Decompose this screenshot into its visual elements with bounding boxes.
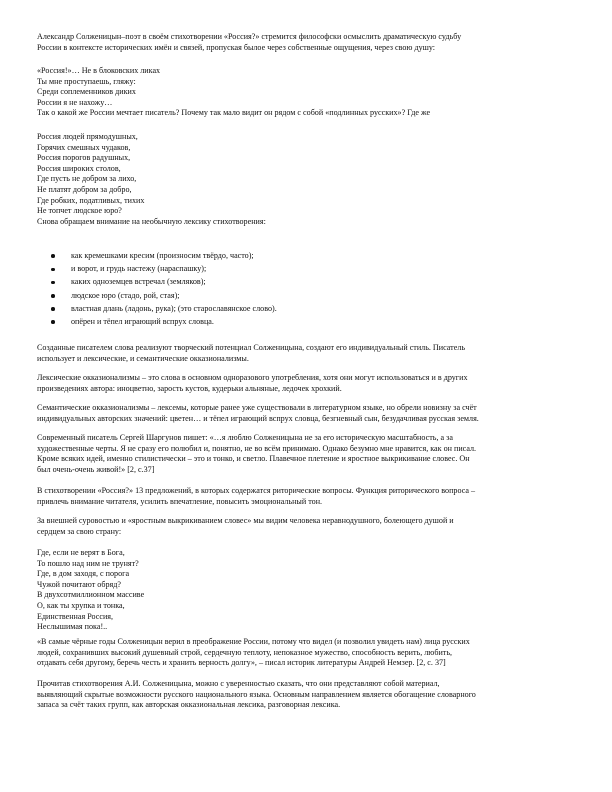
list-item-text: как кремешками кресим (произносим твёрдо, часто); <box>71 251 254 260</box>
text-line: России в контексте исторических имён и связей, пропуская былое через собственные ощущения, через свою душу: <box>37 42 436 52</box>
list-item <box>37 317 577 330</box>
poem-line: Россия порогов радушных, <box>37 153 131 163</box>
text-line: В стихотворении «Россия?» 13 предложений, в которых содержатся риторические вопросы. Функция риторического вопроса – <box>37 486 476 495</box>
poem-line: Не платят добром за добро, <box>37 184 132 194</box>
poem-line: Ты мне проступаешь, гляжу: <box>37 76 136 86</box>
text-line: Александр Солженицын–поэт в своём стихотворении «Россия?» стремится философски осмыслить драматическую судьбу <box>37 32 462 41</box>
poem-line: О, как ты хрупка и тонка, <box>37 600 125 610</box>
bullet-icon <box>51 254 55 258</box>
poem-line: Где пусть не добром за лихо, <box>37 174 137 184</box>
list-item <box>37 277 577 290</box>
text-line: «В самые чёрные годы Солженицын верил в преображение России, потому что видел (и позволил увидеть нам) лица русских <box>37 637 470 646</box>
list-item-text: и ворот, и грудь настежу (нараспашку); <box>71 264 207 274</box>
list-item <box>37 251 577 264</box>
list-item <box>37 291 577 304</box>
paragraph-semantic <box>37 403 577 424</box>
poem-line: В двухсотмиллионном массиве <box>37 590 145 600</box>
text-line: использует и лексические, и семантические окказионализмы. <box>37 353 249 363</box>
poem-line: То пошло над ним не трунят? <box>37 558 139 568</box>
text-line: людей, сохранивших высокий душевный строй, сердечную теплоту, непоказное мужество, способность верить, любить, <box>37 647 453 657</box>
poem-line: Не топчет людское юро? <box>37 206 122 216</box>
text-line: привлечь внимание читателя, усилить впечатление, повысить эмоциональный тон. <box>37 496 323 506</box>
text-line: Лексические окказионализмы – это слова в основном одноразового употребления, хотя они могут использоваться и в других <box>37 373 468 382</box>
poem-line: России я не нахожу… <box>37 97 113 107</box>
list-item-text: опёрен и тёпел играющий вспрух словца. <box>71 316 214 326</box>
poem-line: Среди соплеменников диких <box>37 87 136 97</box>
list-item-text: каких одноземцев встречал (земляков); <box>71 277 206 287</box>
list-item <box>37 264 577 277</box>
poem-line: «Россия!»… Не в блоковских ликах <box>37 66 161 75</box>
paragraph-conclusion <box>37 679 577 711</box>
list-item-text: людское юро (стадо, рой, стая); <box>71 290 180 300</box>
bullet-icon <box>51 320 55 324</box>
list-item-text: властная длань (ладонь, рука); (это старославянское слово). <box>71 303 277 313</box>
poem-line: Единственная Россия, <box>37 611 114 621</box>
lexicon-intro: Снова обращаем внимание на необычную лексику стихотворения: <box>37 216 266 226</box>
text-line: Современный писатель Сергей Шаргунов пишет: «…я люблю Солженицына не за его историческую масштабность, а за <box>37 433 453 442</box>
text-line: запаса за счёт таких групп, как авторская окказиональная лексика, разговорная лексика. <box>37 700 341 710</box>
paragraph-lexical <box>37 373 577 394</box>
intro-paragraph <box>37 32 577 53</box>
bullet-icon <box>51 294 55 298</box>
text-line: индивидуальных авторских значений: цветен… и тёпел играющий вспрух словца, безгневный сын, безудачливая русская земля. <box>37 413 479 423</box>
poem-line: Где робких, податливых, тихих <box>37 195 145 205</box>
poem-line: Россия людей прямодушных, <box>37 132 138 141</box>
paragraph-rhetorical <box>37 486 577 507</box>
poem-stanza-1 <box>37 66 577 119</box>
text-line: произведениях автора: иноцветно, зарость кустов, кудерьки альняные, ледочек хрохкий. <box>37 383 342 393</box>
text-line: Семантические окказионализмы – лексемы, которые ранее уже существовали в литературном языке, но обрели новизну за счёт <box>37 403 477 412</box>
paragraph-nemzer-quote <box>37 637 577 669</box>
bullet-icon <box>51 307 55 311</box>
poem-line: Неслышимая пока!.. <box>37 622 108 632</box>
text-line: художественные черты. Я не сразу его полюбил и, понятно, не во всём принимаю. Однако безумно мне нравится, как он писал. <box>37 443 477 453</box>
text-line: отдавать себя другому, беречь честь и хранить верность долгу», – писал историк литературы Андрей Немзер. [2, с. 37] <box>37 658 446 668</box>
poem-line: Горячих смешных чудаков, <box>37 142 131 152</box>
list-item <box>37 304 577 317</box>
poem-line: Где, в дом заходя, с порога <box>37 569 130 579</box>
poem-stanza-2 <box>37 132 577 227</box>
text-line: За внешней суровостью и «яростным выкрикиванием словес» мы видим человека неравнодушного, болеющего душой и <box>37 516 454 525</box>
paragraph-harshness <box>37 516 577 537</box>
question-line: Так о какой же России мечтает писатель? Почему так мало видит он рядом с собой «подлинных русских»? Где же <box>37 108 431 118</box>
text-line: Прочитав стихотворения А.И. Солженицына, можно с уверенностью сказать, что они представляют собой материал, <box>37 679 440 688</box>
text-line: был очень-очень живой!» [2, с.37] <box>37 464 155 474</box>
poem-line: Где, если не верят в Бога, <box>37 548 125 557</box>
poem-line: Чужой почитают обряд? <box>37 579 121 589</box>
poem-line: Россия широких столов, <box>37 163 121 173</box>
text-line: Созданные писателем слова реализуют творческий потенциал Солженицына, создают его индивидуальный стиль. Писатель <box>37 343 466 352</box>
paragraph-shargunov <box>37 433 577 475</box>
bullet-icon <box>51 268 55 272</box>
lexicon-list <box>37 251 577 330</box>
text-line: выявляющий скрытые возможности русского национального языка. Основным направлением является обогащение словарного <box>37 689 476 699</box>
text-line: сердцем за свою страну: <box>37 526 122 536</box>
bullet-icon <box>51 281 55 285</box>
text-line: Кроме всяких идей, именно стилистически – это и тонко, и светло. Плавечное плетение и яростное выкрикивание словес. Он <box>37 454 470 464</box>
paragraph-style <box>37 343 577 364</box>
poem-stanza-3 <box>37 548 577 633</box>
